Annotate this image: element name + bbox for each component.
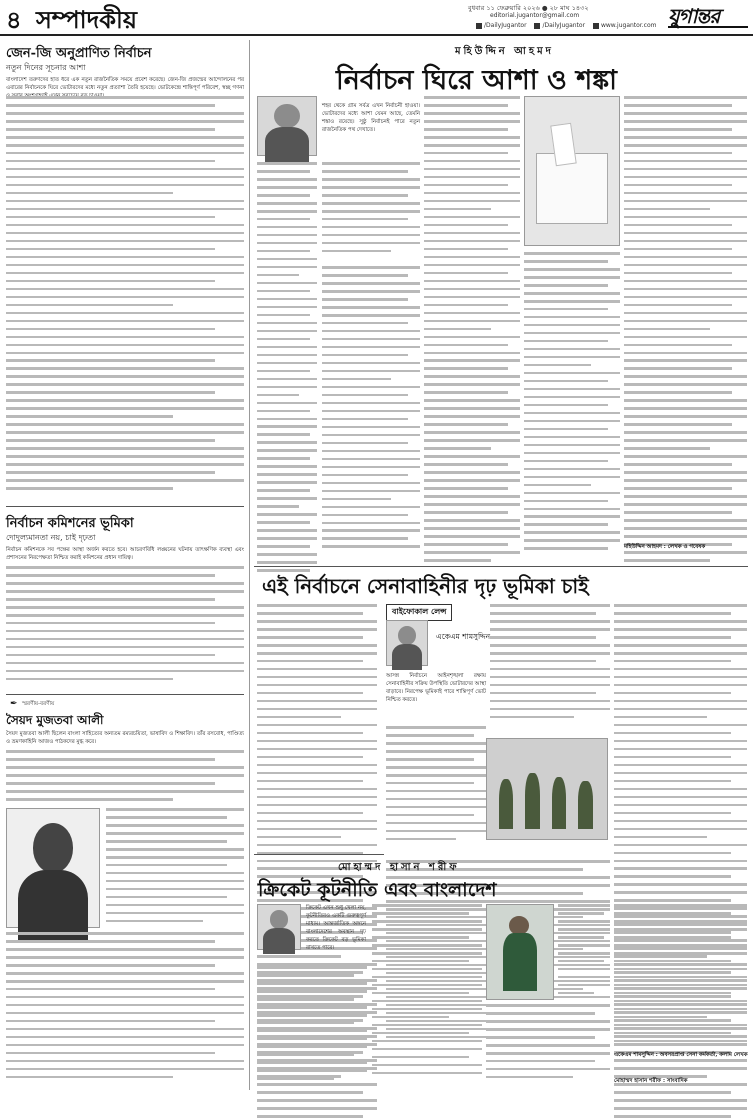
publication-date: বুধবার ১১ ফেব্রুয়ারি ২০২৬ ● ২৮ মাঘ ১৪৩২ (468, 4, 589, 12)
cricket-article-author: মোহাম্মদ হাসান শরীফ (338, 862, 460, 873)
cricketer-photo (486, 904, 554, 1000)
main-article-headline: নির্বাচন ঘিরে আশা ও শঙ্কা (336, 65, 617, 96)
editorial-email[interactable]: editorial.jugantor@gmail.com (490, 12, 580, 19)
facebook-link[interactable]: /DailyJugantor (484, 22, 527, 29)
ec-article-body (6, 566, 244, 690)
tribute-name: সৈয়দ মুজতবা আলী (6, 713, 104, 727)
main-article-signature: মহিউদ্দিন আহমদ : লেখক ও গবেষক (624, 544, 706, 550)
army-article-col2 (386, 726, 486, 856)
left-article-title: জেন-জি অনুপ্রাণিত নির্বাচন (6, 46, 152, 61)
army-article-col3-top (490, 604, 610, 734)
main-article-col2 (322, 266, 420, 562)
ec-article-subtitle: দোদুল্যমানতা নয়, চাই দৃঢ়তা (6, 533, 96, 542)
section-title: সম্পাদকীয় (36, 5, 138, 34)
main-article-intro: শহর থেকে গ্রাম সর্বত্র এখন নির্বাচনী হাওয়া। ভোটারদের মধ্যে আশা যেমন আছে, তেমনি শঙ্কাও রয়েছে। সুষ্ঠু নির্বাচনই পারে নতুন রাজনৈতিক পথ দেখাতে। (322, 103, 420, 134)
main-article-author: মহিউদ্দিন আহমদ (455, 46, 554, 57)
divider (254, 566, 748, 567)
page-number: ৪ (6, 5, 22, 34)
main-article-col5 (624, 96, 747, 536)
tribute-portrait (6, 808, 100, 928)
divider (6, 694, 244, 695)
website-link[interactable]: www.jugantor.com (600, 22, 657, 29)
tribute-label: স্মরণীয়-বরণীয় (22, 701, 55, 707)
masthead (0, 0, 753, 36)
tribute-intro: সৈয়দ মুজতবা আলী ছিলেন বাংলা সাহিত্যের অন্যতম রম্যরচয়িতা, ভাষাবিদ ও শিক্ষাবিদ। তাঁর রসবোধ, পাণ্ডিত্য ও ভ্রমণকাহিনি আজও পাঠকদের মুগ্ধ করে। (6, 731, 244, 746)
ec-article-intro: নির্বাচন কমিশনকে সব পক্ষের আস্থা অর্জন করতে হবে। আচরণবিধি লঙ্ঘনের ঘটনায় তাৎক্ষণিক ব্যবস্থা এবং প্রশাসনের নিরপেক্ষতা নিশ্চিত করাই কমিশনের প্রধান দায়িত্ব। (6, 547, 244, 562)
youtube-icon (534, 23, 540, 29)
facebook-icon (476, 23, 482, 29)
main-author-photo (257, 96, 317, 156)
column-label: বাইফোকাল লেন্স (386, 604, 452, 621)
left-article-subtitle: নতুন দিনের সূচনার আশা (6, 63, 86, 72)
divider (6, 506, 244, 507)
ballot-box-photo (524, 96, 620, 246)
cricket-article-col2 (372, 904, 482, 1088)
left-article-body (6, 96, 244, 500)
tribute-body-wrap (106, 808, 244, 928)
tribute-body-lower (6, 932, 244, 1088)
cricket-article-intro: ক্রিকেট এখন শুধু খেলা নয়, কূটনীতিরও একটি গুরুত্বপূর্ণ মাধ্যম। আন্তর্জাতিক অঙ্গনে বাংলাদেশের অবস্থান দৃঢ় করতে ক্রিকেট বড় ভূমিকা রাখতে পারে। (306, 905, 366, 952)
cricket-article-headline: ক্রিকেট কূটনীতি এবং বাংলাদেশ (258, 879, 497, 901)
army-article-signature: একেএম শামসুদ্দিন : অবসরপ্রাপ্ত সেনা কর্মকর্তা, কলাম লেখক (614, 1052, 748, 1058)
cricket-author-photo (257, 904, 301, 950)
army-article-intro: আসন্ন নির্বাচনে আইনশৃঙ্খলা রক্ষায় সেনাবাহিনীর সক্রিয় উপস্থিতি ভোটারদের আস্থা বাড়াবে। নিরপেক্ষ ভূমিকাই পারে শান্তিপূর্ণ ভোট নিশ্চিত করতে। (386, 673, 487, 704)
cricket-article-col3-lower (486, 1004, 610, 1088)
youtube-link[interactable]: /DailyJugantor (542, 22, 586, 29)
soldiers-photo (486, 738, 608, 840)
ec-article-title: নির্বাচন কমিশনের ভূমিকা (6, 516, 134, 531)
main-article-col4 (524, 252, 620, 562)
newspaper-logo: যুগান্তর (668, 2, 748, 28)
cricket-article-col4 (614, 904, 747, 1050)
column-divider (249, 40, 250, 1090)
divider (254, 854, 384, 855)
army-article-author: একেএম শামসুদ্দিন (436, 632, 491, 641)
tribute-body (6, 750, 244, 804)
main-article-col1 (257, 162, 317, 562)
army-article-headline: এই নির্বাচনে সেনাবাহিনীর দৃঢ় ভূমিকা চাই (262, 574, 589, 598)
main-article-col3 (424, 96, 520, 562)
left-article-intro: বাংলাদেশ তরুণদের হাত ধরে এক নতুন রাজনৈতিক সময়ে প্রবেশ করেছে। জেন-জি প্রজন্মের আন্দোলনের পর এবারের নির্বাচনকে ঘিরে ভোটারদের মধ্যে নতুন প্রত্যাশা তৈরি হয়েছে। ভোটকেন্দ্রে শান্তিপূর্ণ পরিবেশ, স্বচ্ছ গণনা (6, 77, 244, 92)
feather-icon: ✒ (10, 699, 18, 709)
cricket-article-signature: মোহাম্মদ হাসান শরীফ : সাংবাদিক (614, 1078, 688, 1084)
army-author-photo (386, 620, 428, 666)
social-links (470, 22, 656, 29)
main-article-col1-top (322, 162, 420, 262)
cricket-article-col3 (558, 904, 610, 1000)
cricket-article-col1 (257, 966, 367, 1088)
globe-icon (593, 23, 599, 29)
